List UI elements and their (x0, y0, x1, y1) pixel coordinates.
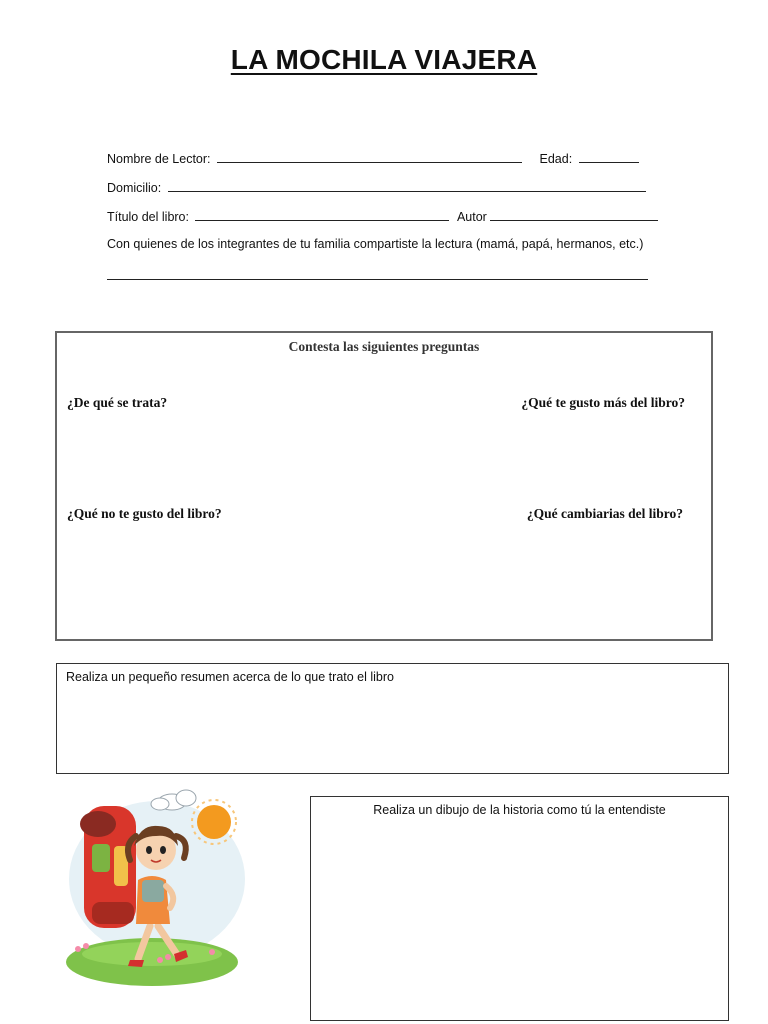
book-line (107, 208, 658, 224)
family-answer-field[interactable] (107, 267, 648, 280)
reader-line (107, 150, 639, 166)
drawing-label: Realiza un dibujo de la historia como tú la entendiste (373, 803, 666, 817)
reader-label: Nombre de Lector: (107, 152, 211, 166)
author-label: Autor (456, 210, 487, 224)
page-title: LA MOCHILA VIAJERA (230, 44, 538, 75)
book-title-field[interactable] (195, 208, 449, 221)
author-field[interactable] (490, 208, 658, 221)
summary-label: Realiza un pequeño resumen acerca de lo que trato el libro (66, 670, 394, 684)
family-question: Con quienes de los integrantes de tu familia compartiste la lectura (mamá, papá, hermanos, etc.) (107, 237, 644, 251)
address-label: Domicilio: (107, 181, 162, 195)
question-what-about: ¿De qué se trata? (67, 395, 168, 410)
age-label: Edad: (539, 152, 573, 166)
question-liked-most: ¿Qué te gusto más del libro? (521, 395, 685, 410)
questions-box (55, 331, 713, 641)
reader-name-field[interactable] (217, 150, 522, 163)
age-field[interactable] (579, 150, 639, 163)
question-disliked: ¿Qué no te gusto del libro? (67, 506, 222, 521)
address-line (107, 179, 646, 195)
summary-box[interactable] (56, 663, 729, 774)
question-would-change: ¿Qué cambiarias del libro? (526, 506, 683, 521)
drawing-box[interactable] (310, 796, 729, 1021)
girl-hiker-with-backpack-illustration (62, 784, 252, 994)
girl-hiker-icon (62, 784, 252, 994)
book-title-label: Título del libro: (107, 210, 189, 224)
questions-heading: Contesta las siguientes preguntas (288, 339, 480, 354)
address-field[interactable] (168, 179, 646, 192)
